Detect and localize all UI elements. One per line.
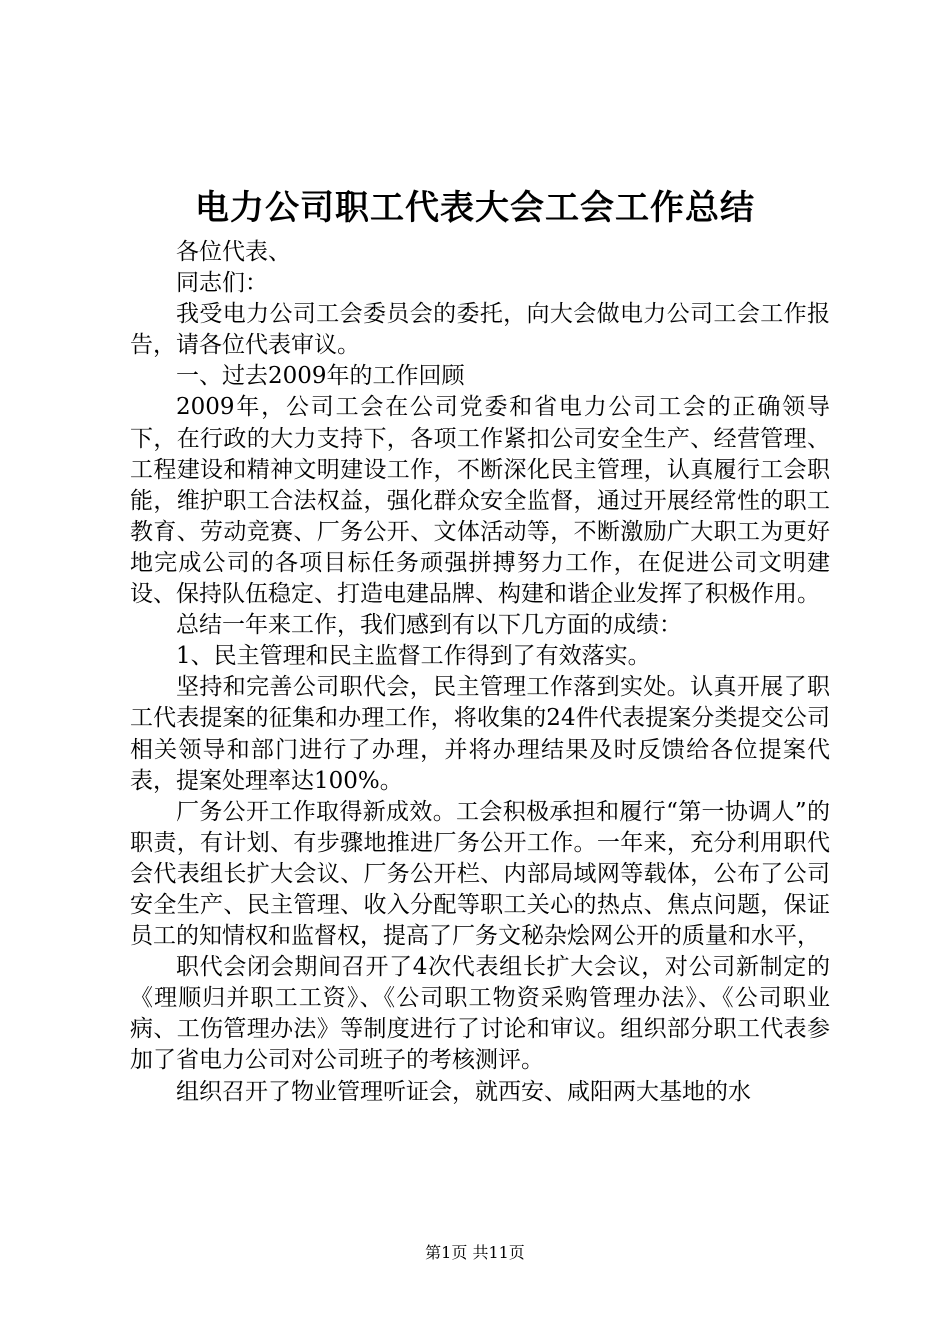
- body-paragraph: 职代会闭会期间召开了4次代表组长扩大会议，对公司新制定的《理顺归并职工工资》、《公司职工物资采购管理办法》、《公司职业病、工伤管理办法》等制度进行了讨论和审议。组织部分职工代表参加了省电力公司对公司班子的考核测评。: [130, 954, 830, 1074]
- body-paragraph: 我受电力公司工会委员会的委托，向大会做电力公司工会工作报告，请各位代表审议。: [130, 301, 830, 359]
- body-paragraph: 总结一年来工作，我们感到有以下几方面的成绩：: [176, 612, 682, 639]
- salutation-paragraph: 同志们：: [176, 270, 268, 297]
- salutation-paragraph: 各位代表、: [176, 239, 291, 265]
- document-title: 电力公司职工代表大会工会工作总结: [195, 188, 755, 228]
- body-paragraph: 组织召开了物业管理听证会，就西安、咸阳两大基地的水: [176, 1078, 751, 1105]
- body-paragraph: 2009年，公司工会在公司党委和省电力公司工会的正确领导下，在行政的大力支持下，各项工作紧扣公司安全生产、经营管理、工程建设和精神文明建设工作，不断深化民主管理，认真履行工会职能，维护职工合法权益，强化群众安全监督，通过开展经常性的职工教育、劳动竞赛、厂务公开、文体活动等，不断激励广大职工为更好地完成公司的各项目标任务顽强拼搏努力工作，在促进公司文明建设、保持队伍稳定、打造电建品牌、构建和谐企业发挥了积极作用。: [130, 394, 830, 608]
- subsection-heading: 1、民主管理和民主监督工作得到了有效落实。: [176, 643, 651, 670]
- body-paragraph: 坚持和完善公司职代会，民主管理工作落到实处。认真开展了职工代表提案的征集和办理工作，将收集的24件代表提案分类提交公司相关领导和部门进行了办理，并将办理结果及时反馈给各位提案代表，提案处理率达100%。: [130, 674, 830, 794]
- document-body: [130, 237, 830, 1108]
- section-heading: 一、过去2009年的工作回顾: [176, 363, 465, 390]
- body-paragraph: 厂务公开工作取得新成效。工会积极承担和履行“第一协调人”的职责，有计划、有步骤地推进厂务公开工作。一年来，充分利用职代会代表组长扩大会议、厂务公开栏、内部局域网等载体，公布了公司安全生产、民主管理、收入分配等职工关心的热点、焦点问题，保证员工的知情权和监督权，提高了厂务文秘杂烩网公开的质量和水平，: [130, 798, 830, 950]
- page-indicator: 第1页 共11页: [425, 1243, 525, 1262]
